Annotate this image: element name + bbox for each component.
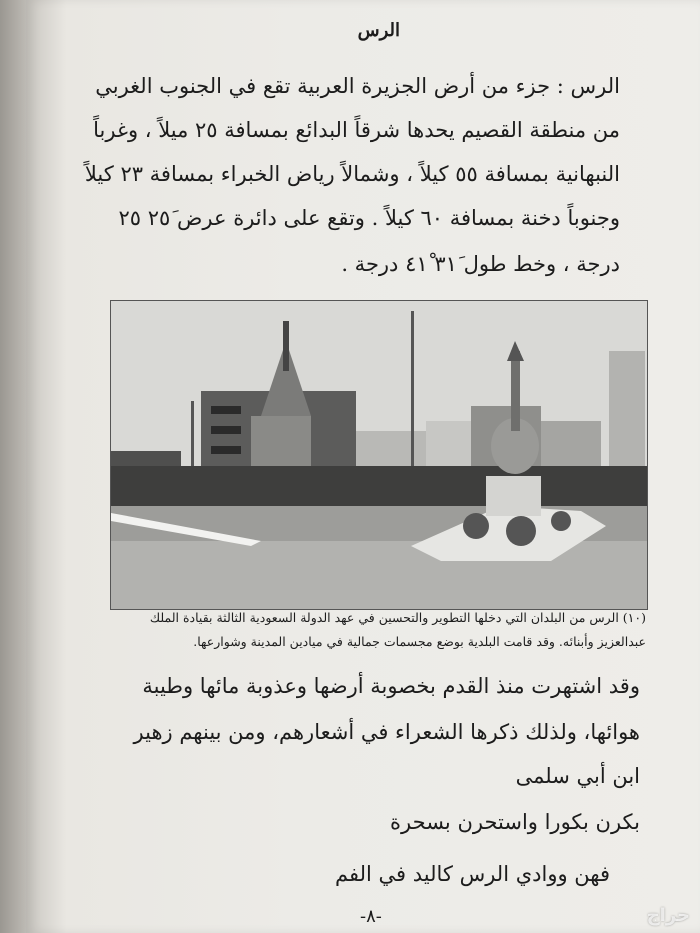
body-line: وقد اشتهرت منذ القدم بخصوبة أرضها وعذوبة مائها وطيبة xyxy=(142,674,640,698)
intro-line: الرس : جزء من أرض الجزيرة العربية تقع في الجنوب الغربي xyxy=(95,74,620,98)
photo-caption-line: (١٠) الرس من البلدان التي دخلها التطوير والتحسين في عهد الدولة السعودية الثالثة بقيادة الملك xyxy=(149,610,646,625)
intro-line: النبهانية بمسافة ٥٥ كيلاً ، وشمالاً رياض الخبراء بمسافة ٢٣ كيلاً xyxy=(84,162,620,186)
body-line: هوائها، ولذلك ذكرها الشعراء في أشعارهم، ومن بينهم زهير xyxy=(133,720,640,744)
intro-line: من منطقة القصيم يحدها شرقاً البدائع بمسافة ٢٥ ميلاً ، وغرباً xyxy=(93,118,620,142)
page-number: -٨- xyxy=(360,906,382,927)
photo-illustration xyxy=(111,301,647,609)
photo-caption-line: عبدالعزيز وأبنائه. وقد قامت البلدية بوضع مجسمات جمالية في ميادين المدينة وشوارعها. xyxy=(193,634,646,649)
city-square-photo xyxy=(110,300,648,610)
verse-line: فهن ووادي الرس كاليد في الفم xyxy=(335,862,610,886)
adjacent-page-edge xyxy=(0,0,26,933)
verse-line: بكرن بكورا واستحرن بسحرة xyxy=(390,810,640,834)
watermark: حراج xyxy=(646,905,690,926)
body-line: ابن أبي سلمى xyxy=(515,764,640,788)
intro-line: وجنوباً دخنة بمسافة ٦٠ كيلاً . وتقع على دائرة عرض ٢٥َ ٢٥ xyxy=(118,206,620,230)
intro-line: درجة ، وخط طول ٣١َ ٤١ْ درجة . xyxy=(341,252,620,276)
page-heading: الرس xyxy=(357,20,400,41)
